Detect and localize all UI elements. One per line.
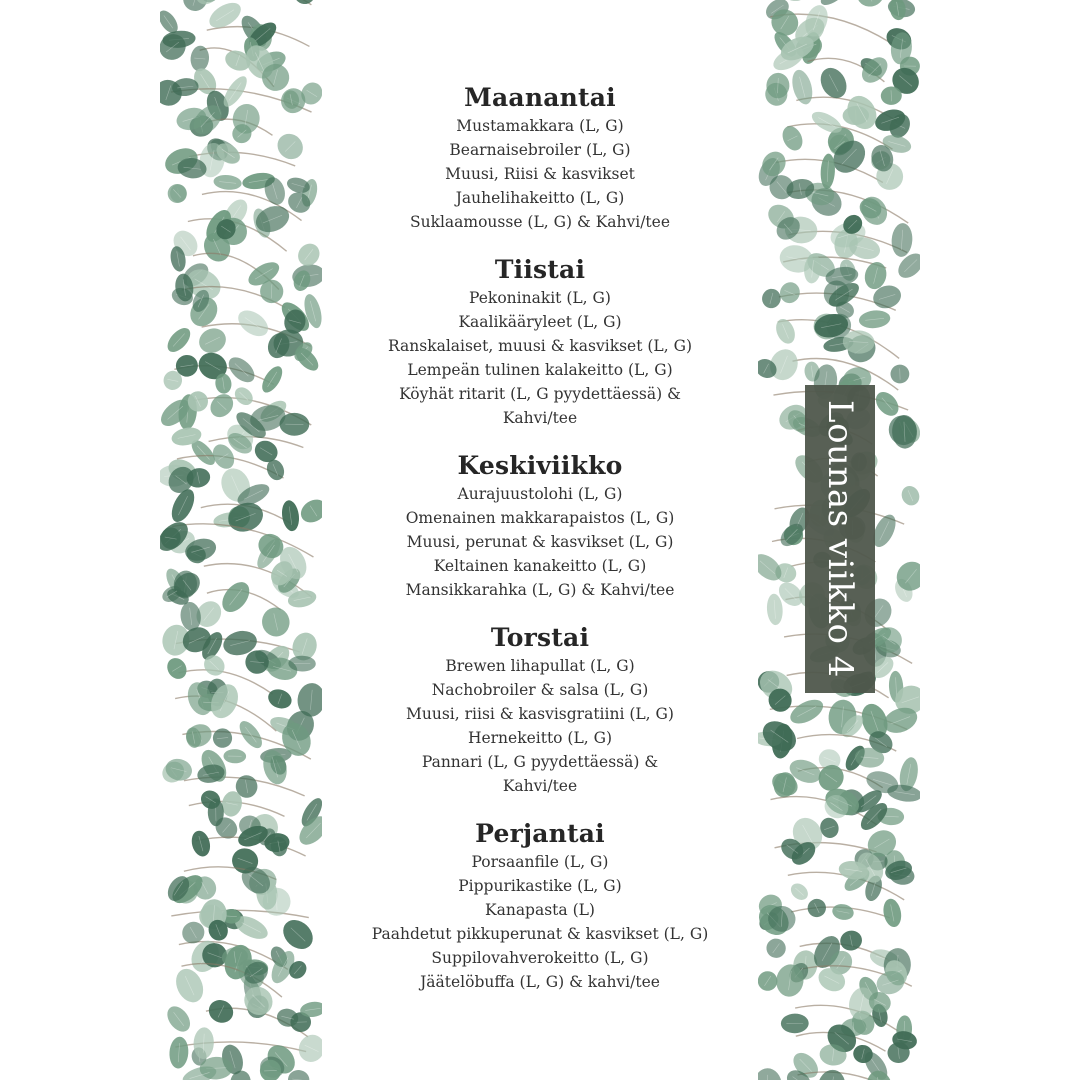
week-label: Lounas viikko 4 (820, 400, 860, 678)
day-title: Tiistai (494, 255, 586, 284)
dish-item: Aurajuustolohi (L, G) (457, 485, 623, 503)
eucalyptus-leaves-left-icon (160, 0, 322, 1080)
eucalyptus-leaf (297, 495, 322, 527)
eucalyptus-leaf (758, 1068, 782, 1080)
dish-item: Pippurikastike (L, G) (458, 877, 622, 895)
day-section-thursday (322, 622, 758, 798)
dish-item: Kahvi/tee (502, 777, 578, 795)
dish-item: Lempeän tulinen kalakeitto (L, G) (407, 361, 673, 379)
eucalyptus-leaf (855, 0, 886, 9)
dish-item: Suklaamousse (L, G) & Kahvi/tee (409, 213, 671, 231)
dish-item: Pannari (L, G pyydettäessä) & (421, 753, 659, 771)
dish-item: Kahvi/tee (502, 409, 578, 427)
eucalyptus-stem (802, 0, 903, 3)
eucalyptus-border-left (160, 0, 322, 1080)
eucalyptus-leaf (211, 0, 243, 2)
dish-item: Nachobroiler & salsa (L, G) (431, 681, 649, 699)
dish-item: Paahdetut pikkuperunat & kasvikset (L, G) (371, 925, 709, 943)
dish-item: Pekoninakit (L, G) (469, 289, 611, 307)
dish-item: Hernekeitto (L, G) (467, 729, 613, 747)
day-title: Keskiviikko (457, 451, 623, 480)
weekly-menu (322, 82, 758, 1014)
dish-item: Kaalikääryleet (L, G) (458, 313, 622, 331)
day-section-wednesday (322, 450, 758, 602)
day-section-monday (322, 82, 758, 234)
day-title: Torstai (490, 623, 590, 652)
dish-item: Köyhät ritarit (L, G pyydettäessä) & (399, 385, 681, 403)
day-section-tuesday (322, 254, 758, 430)
dish-item: Omenainen makkarapaistos (L, G) (405, 509, 675, 527)
dish-item: Muusi, riisi & kasvisgratiini (L, G) (406, 705, 674, 723)
dish-item: Muusi, Riisi & kasvikset (445, 165, 635, 183)
dish-item: Suppilovahverokeitto (L, G) (431, 949, 649, 967)
eucalyptus-leaf (294, 1031, 322, 1067)
eucalyptus-leaf (205, 0, 245, 33)
dish-item: Brewen lihapullat (L, G) (445, 657, 635, 675)
dish-item: Mansikkarahka (L, G) & Kahvi/tee (405, 581, 675, 599)
dish-item: Jäätelöbuffa (L, G) & kahvi/tee (420, 973, 660, 991)
eucalyptus-leaf (899, 483, 920, 508)
dish-item: Bearnaisebroiler (L, G) (449, 141, 631, 159)
day-section-friday (322, 818, 758, 994)
eucalyptus-leaf (290, 0, 320, 8)
eucalyptus-leaf (294, 239, 322, 270)
dish-item: Ranskalaiset, muusi & kasvikset (L, G) (387, 337, 693, 355)
day-title: Maanantai (464, 83, 616, 112)
dish-item: Muusi, perunat & kasvikset (L, G) (406, 533, 674, 551)
dish-item: Porsaanfile (L, G) (471, 853, 609, 871)
dish-item: Jauhelihakeitto (L, G) (455, 189, 625, 207)
eucalyptus-stem (206, 0, 312, 5)
dish-item: Mustamakkara (L, G) (456, 117, 624, 135)
day-title: Perjantai (475, 819, 605, 848)
dish-item: Keltainen kanakeitto (L, G) (433, 557, 647, 575)
dish-item: Kanapasta (L) (485, 901, 595, 919)
